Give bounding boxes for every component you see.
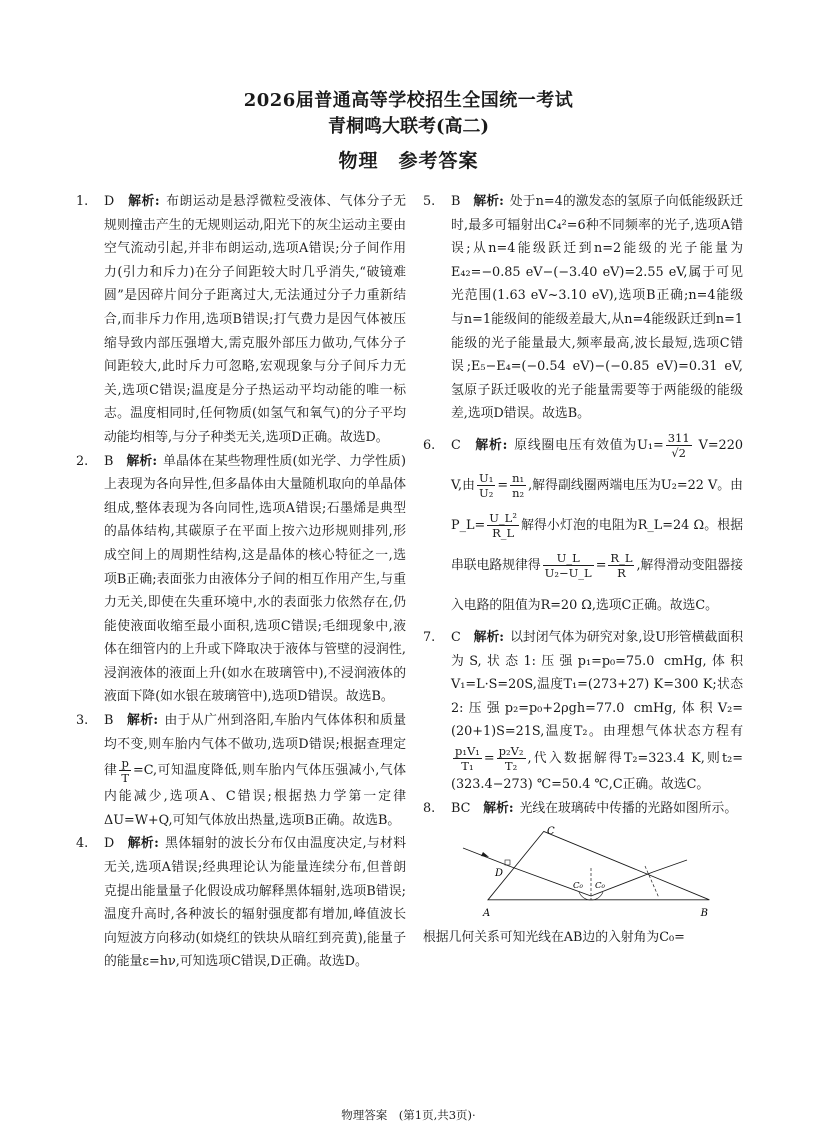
answer-text: 根据几何关系可知光线在AB边的入射角为C₀= [423,930,685,946]
analysis-label: 解析: [475,437,508,453]
vertex-label-b: B [700,908,708,920]
left-column [76,190,406,974]
analysis-label: 解析: [127,836,159,852]
vertex-label-a: A [483,908,491,920]
answer-2: 2. B 解析: 单晶体在某些物理性质(如光学、力学性质)上表现为各向异性,但多晶体由大量随机取向的单晶体组成,整体表现为各向同性,选项A错误;石墨烯是典型的晶体结构,其碳原子在平面上按六边形规则排列,形成空间上的周期性结构,这是晶体的核心特征之一,选项B正确;表面张力由液体分子间的相互作用产生,与重力无关,即使在失重环境中,水的表面张力依然存在,仍能使液面收缩至最小面积,选项C错误;毛细现象中,液体在细管内的上升或下降取决于液体与管壁的浸润性,浸润液体的液面上升(如水在玻璃管中),不浸润液体的液面下降(如水银在玻璃管中),选项D错误。故选B。 [76,453,406,705]
fraction: $\frac{\text{U₁}}{\text{U₂}}$ [479,470,494,500]
answer-6: 6. C 解析: 原线圈电压有效值为U₁= $\frac{311}{√2}$ V=220 V,由 $\frac{\text{U₁}}{\text{U₂}}$ = $\frac{\text{n₁}}{\text{n₂}}$ ,解得副线圈两端电压为U₂=22 V。由P_L= $\frac{\text{U\_L²}}{R\_L}$ 解得小灯泡的电阻为R_L=24 Ω。根据串联电路规律得 $\frac{U\_L}{\text{U₂−U\_L}}$ = $\frac{R\_L}{R}$ ,解得滑动变阻器接入电路的阻值为R=20 Ω,选项C正确。故选C。 [423,430,743,613]
answer-choice: B [104,713,114,729]
answer-5: 5. B 解析: 处于n=4的激发态的氢原子向低能级跃迁时,最多可辐射出C₄²=6种不同频率的光子,选项A错误;从n=4能级跃迁到n=2能级的光子能量为E₄₂=−0.85 eV−(−3.40 eV)=2.55 eV,属于可见光范围(1.63 eV~3.10 eV),选项B正确;n=4能级与n=1能级间的能级差最大,从n=4能级跃迁到n=1能级的光子能量最大,频率最高,波长最短,选项C错误;E₅−E₄=(−0.54 eV)−(−0.85 eV)=0.31 eV,氢原子跃迁吸收的光子能量需要等于两能级的能级差,选项D错误。故选B。 [423,194,744,422]
fraction: $\frac{\text{p₁V₁}}{\text{T₁}}$ [455,743,480,773]
answer-3: 3. B 解析: 由于从广州到洛阳,车胎内气体体积和质量均不变,则车胎内气体不做功,选项D错误;根据查理定律 $\frac{p}{T}$ =C,可知温度降低,则车胎内气体压强减小,气体内能减少,选项A、C错误;根据热力学第一定律ΔU=W+Q,可知气体放出热量,选项B正确。故选B。 [76,713,407,828]
fraction: $\frac{\text{U\_L²}}{R\_L}$ [489,510,517,540]
answer-choice: B [104,453,114,469]
point-label-d: D [495,868,504,880]
answer-text: 布朗运动是悬浮微粒受液体、气体分子无规则撞击产生的无规则运动,阳光下的灰尘运动主要由空气流动引起,并非布朗运动,选项A错误;分子间作用力(引力和斥力)在分子间距较大时几乎消失,“破镜难圆”是因碎片间分子距离过大,无法通过分子力重新结合,而非斥力作用,选项B错误;打气费力是因气体被压缩导致内部压强增大,需克服外部压力做功,气体分子间距较大,此时斥力可忽略,宏观现象与分子间斥力无关,选项C错误;温度是分子热运动平均动能的唯一标志。温度相同时,任何物质(如氢气和氧气)的分子平均动能均相等,与分子种类无关,选项D正确。故选D。 [104,194,407,445]
analysis-label: 解析: [128,194,160,209]
angle-label-1: C₀ [573,881,583,892]
arrow-icon [481,852,489,857]
answer-choice: BC [451,800,471,816]
fraction: $\frac{311}{√2}$ [667,430,690,460]
answer-1: 1. D 解析: 布朗运动是悬浮微粒受液体、气体分子无规则撞击产生的无规则运动,阳光下的灰尘运动主要由空气流动引起,并非布朗运动,选项A错误;分子间作用力(引力和斥力)在分子间距较大时几乎消失,“破镜难圆”是因碎片间分子距离过大,无法通过分子力重新结合,而非斥力作用,选项B错误;打气费力是因气体被压缩导致内部压强增大,需克服外部压力做功,气体分子间距较大,此时斥力可忽略,宏观现象与分子间斥力无关,选项C错误;温度是分子热运动平均动能的唯一标志。温度相同时,任何物质(如氢气和氧气)的分子平均动能均相等,与分子种类无关,选项D正确。故选D。 [76,194,407,445]
page-footer: 物理答案 (第1页,共3页)· [341,1108,476,1122]
fraction: $\frac{\text{p₂V₂}}{\text{T₂}}$ [498,743,524,773]
answer-text: 单晶体在某些物理性质(如光学、力学性质)上表现为各向异性,但多晶体由大量随机取向的单晶体组成,整体表现为各向同性,选项A错误;石墨烯是典型的晶体结构,其碳原子在平面上按六边形规则排列,形成空间上的周期性结构,这是晶体的核心特征之一,选项B正确;表面张力由液体分子间的相互作用产生,与重力无关,即使在失重环境中,水的表面张力依然存在,仍能使液面收缩至最小面积,选项C错误;毛细现象中,液体在细管内的上升或下降取决于液体与管壁的浸润性,浸润液体的液面上升(如水在玻璃管中),不浸润液体的液面下降(如水银在玻璃管中),选项D错误。故选B。 [104,453,406,705]
angle-label-2: C₀ [595,881,605,892]
right-column [423,190,743,950]
optical-path-figure [461,826,711,922]
answer-choice: C [451,629,461,645]
analysis-label: 解析: [126,453,158,469]
answer-text: 处于n=4的激发态的氢原子向低能级跃迁时,最多可辐射出C₄²=6种不同频率的光子,选项A错误;从n=4能级跃迁到n=2能级的光子能量为E₄₂=−0.85 eV−(−3.40 eV)=2.55 eV,属于可见光范围(1.63 eV~3.10 eV),选项B正确;n=4能级与n=1能级间的能级差最大,从n=4能级跃迁到n=1能级的光子能量最大,频率最高,波长最短,选项C错误;E₅−E₄=(−0.54 eV)−(−0.85 eV)=0.31 eV,氢原子跃迁吸收的光子能量需要等于两能级的能级差,选项D错误。故选B。 [451,194,744,422]
exam-subtitle: 青桐鸣大联考(高二) [327,116,490,137]
answer-8: 8. BC 解析: 光线在玻璃砖中传播的光路如图所示。 [423,800,738,816]
fraction: $\frac{R\_L}{R}$ [610,550,633,580]
analysis-label: 解析: [473,194,504,209]
analysis-label: 解析: [473,629,505,645]
answer-8-continued [423,926,743,950]
answer-text: 光线在玻璃砖中传播的光路如图所示。 [519,800,738,816]
answer-7: 7. C 解析: 以封闭气体为研究对象,设U形管横截面积为S,状态1:压强p₁=p₀=75.0 cmHg,体积V₁=L·S=20S,温度T₁=(273+27) K=300 K;状态2:压强p₂=p₀+2ρgh=77.0 cmHg,体积V₂=(20+1)S=21S,温度T₂。由理想气体状态方程有 $\frac{\text{p₁V₁}}{\text{T₁}}$ = $\frac{\text{p₂V₂}}{\text{T₂}}$ ,代入数据解得T₂=323.4 K,则t₂=(323.4−273) ℃=50.4 ℃,C正确。故选C。 [423,629,744,792]
answer-text: =C,可知温度降低,则车胎内气体压强减小,气体内能减少,选项A、C错误;根据热力学第一定律ΔU=W+Q,可知气体放出热量,选项B正确。故选B。 [104,763,407,828]
exit-ray [653,860,687,872]
vertex-label-c: C [547,826,555,838]
answer-choice: D [104,194,115,209]
answer-choice: B [451,194,461,209]
fraction: $\frac{\text{n₁}}{\text{n₂}}$ [512,470,525,500]
exam-title: 2026届普通高等学校招生全国统一考试 [243,90,574,111]
answer-choice: D [104,836,115,852]
fraction-p-over-t: $\frac{p}{T}$ [121,756,129,786]
answer-text: 由于从广州到洛阳,车胎内气体体积和质量均不变,则车胎内气体不做功,选项D错误;根据查理定律 [104,713,406,779]
analysis-label: 解析: [127,713,159,729]
answer-key-title: 物理 参考答案 [338,150,479,172]
answer-choice: C [451,437,461,453]
fraction: $\frac{U\_L}{\text{U₂−U\_L}}$ [544,550,592,580]
answer-4: 4. D 解析: 黑体辐射的波长分布仅由温度决定,与材料无关,选项A错误;经典理论认为能量连续分布,但普朗克提出能量量子化假设成功解释黑体辐射,选项B错误;温度升高时,各种波长的辐射强度都有增加,峰值波长向短波方向移动(如烧红的铁块从暗红到亮黄),能量子的能量ε=hν,可知选项C错误,D正确。故选D。 [76,836,406,970]
answer-text: 黑体辐射的波长分布仅由温度决定,与材料无关,选项A错误;经典理论认为能量连续分布,但普朗克提出能量量子化假设成功解释黑体辐射,选项B错误;温度升高时,各种波长的辐射强度都有增加,峰值波长向短波方向移动(如烧红的铁块从暗红到亮黄),能量子的能量ε=hν,可知选项C错误,D正确。故选D。 [104,836,406,970]
analysis-label: 解析: [483,800,514,816]
incident-ray [463,848,509,866]
